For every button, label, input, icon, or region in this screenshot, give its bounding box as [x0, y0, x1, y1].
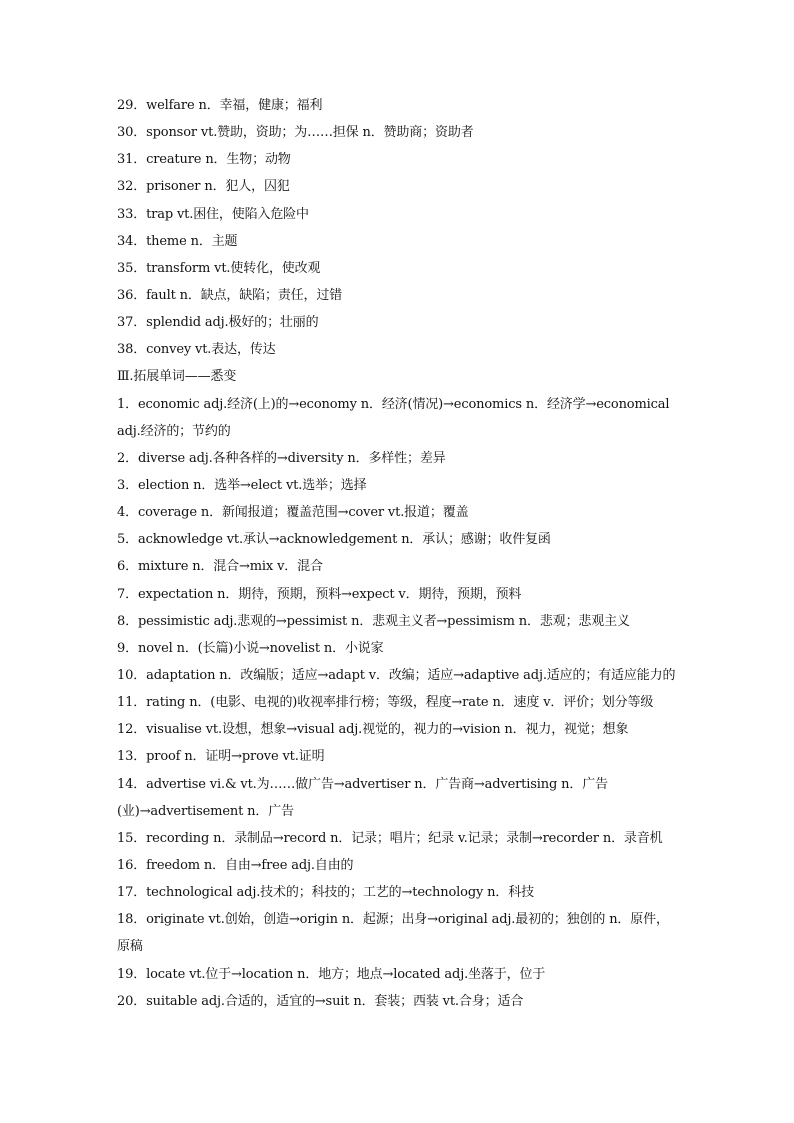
list-item: 6．mixture n．混合→mix v．混合	[117, 559, 323, 575]
list-item: 35．transform vt.使转化，使改观	[117, 260, 321, 276]
list-item: 1．economic adj.经济(上)的→economy n．经济(情况)→economics n．经济学→economical adj.经济的；节约的	[117, 396, 670, 439]
list-item: 14．advertise vi.& vt.为……做广告→advertiser n．广告商→advertising n．广告(业)→advertisement n．广告	[117, 776, 608, 819]
list-item: 11．rating n．(电影、电视的)收视率排行榜；等级，程度→rate n．速度 v．评价；划分等级	[117, 695, 654, 711]
list-item: 2．diverse adj.各种各样的→diversity n．多样性；差异	[117, 450, 446, 466]
list-item: 34．theme n．主题	[117, 233, 238, 249]
list-item: 8．pessimistic adj.悲观的→pessimist n．悲观主义者→pessimism n．悲观；悲观主义	[117, 613, 630, 629]
section-heading: Ⅲ.拓展单词——悉变	[117, 369, 237, 385]
list-item: 5．acknowledge vt.承认→acknowledgement n．承认；感谢；收件复函	[117, 532, 551, 548]
list-item: 31．creature n．生物；动物	[117, 152, 291, 168]
list-item: 18．originate vt.创始，创造→origin n．起源；出身→original adj.最初的；独创的 n．原件，原稿	[117, 912, 669, 955]
list-item: 16．freedom n．自由→free adj.自由的	[117, 858, 354, 873]
list-item: 3．election n．选举→elect vt.选举；选择	[117, 478, 367, 493]
list-item: 33．trap vt.困住，使陷入危险中	[117, 206, 309, 222]
list-item: 19．locate vt.位于→location n．地方；地点→located adj.坐落于，位于	[117, 966, 546, 982]
list-item: 15．recording n．录制品→record n．记录；唱片；纪录 v.记录；录制→recorder n．录音机	[117, 830, 663, 846]
list-item: 9．novel n．(长篇)小说→novelist n．小说家	[117, 640, 384, 656]
list-item: 4．coverage n．新闻报道；覆盖范围→cover vt.报道；覆盖	[117, 505, 469, 521]
list-item: 32．prisoner n．犯人，囚犯	[117, 179, 290, 195]
vocabulary-page	[117, 92, 679, 1015]
list-item: 12．visualise vt.设想，想象→visual adj.视觉的，视力的→vision n．视力，视觉；想象	[117, 722, 629, 738]
list-item: 29．welfare n．幸福，健康；福利	[117, 98, 323, 113]
list-item: 30．sponsor vt.赞助，资助；为……担保 n．赞助商；资助者	[117, 125, 474, 141]
list-item: 10．adaptation n．改编版；适应→adapt v．改编；适应→adaptive adj.适应的；有适应能力的	[117, 667, 676, 683]
list-item: 20．suitable adj.合适的，适宜的→suit n．套装；西装 vt.合身；适合	[117, 993, 524, 1009]
list-item: 13．proof n．证明→prove vt.证明	[117, 749, 325, 765]
list-item: 37．splendid adj.极好的；壮丽的	[117, 315, 319, 331]
list-item: 38．convey vt.表达，传达	[117, 342, 276, 358]
list-item: 36．fault n．缺点，缺陷；责任，过错	[117, 287, 343, 303]
list-item: 7．expectation n．期待，预期，预料→expect v．期待，预期，预料	[117, 586, 522, 602]
list-item: 17．technological adj.技术的；科技的；工艺的→technology n．科技	[117, 885, 534, 901]
